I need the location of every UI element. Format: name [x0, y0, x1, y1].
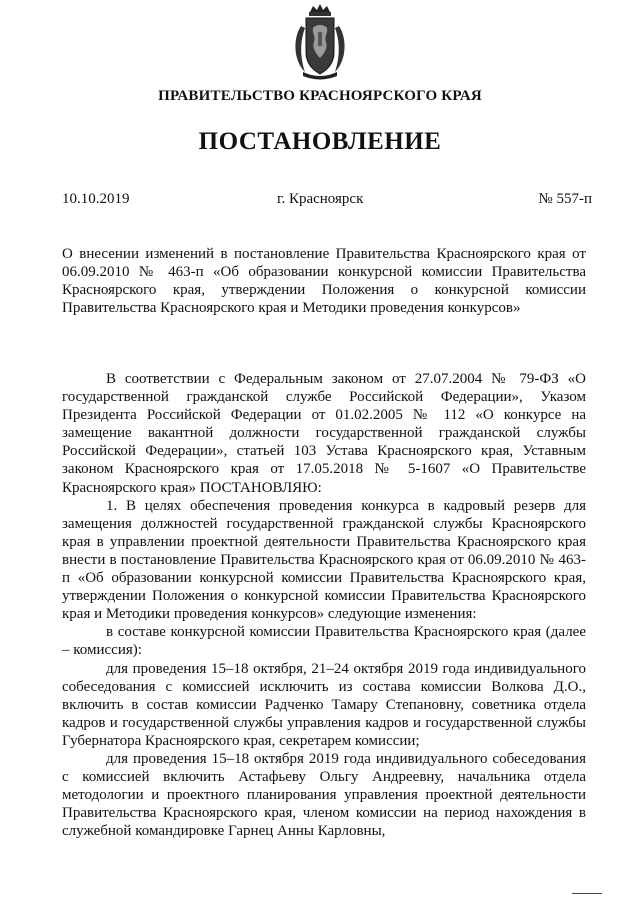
- document-body: [62, 370, 586, 840]
- document-type-title: ПОСТАНОВЛЕНИЕ: [198, 128, 442, 155]
- page-bottom-rule: [572, 893, 602, 894]
- krasnoyarsk-coat-of-arms-icon: [291, 4, 349, 80]
- document-city: г. Красноярск: [277, 191, 364, 207]
- body-paragraph: для проведения 15–18 октября 2019 года индивидуального собеседования с комиссией включить Астафьеву Ольгу Андреевну, начальника отдела методологии и проектного планирования управления проектной деятельности Правительства Красноярского края, членом комиссии на период нахождения в служебной командировке Гарнец Анны Карловны,: [62, 750, 586, 840]
- government-name: ПРАВИТЕЛЬСТВО КРАСНОЯРСКОГО КРАЯ: [158, 88, 482, 104]
- document-number: № 557-п: [538, 191, 592, 207]
- body-paragraph: в составе конкурсной комиссии Правительства Красноярского края (далее – комиссия):: [62, 624, 586, 659]
- body-paragraph: для проведения 15–18 октября, 21–24 октября 2019 года индивидуального собеседования с комиссией исключить из состава комиссии Волкова Д.О., включить в состав комиссии Радченко Тамару Степановну, советника отдела кадров и государственной службы управления кадров и государственной службы Губернатора Красноярского края, секретарем комиссии;: [62, 660, 586, 749]
- body-paragraph: В соответствии с Федеральным законом от 27.07.2004 № 79-ФЗ «О государственной гражданской службе Российской Федерации», Указом Президента Российской Федерации от 01.02.2005 № 112 «О конкурсе на замещение вакантной должности государственной гражданской службы Российской Федерации», статьей 103 Устава Красноярского края, Уставным законом Красноярского края от 17.05.2018 № 5-1607 «О Правительстве Красноярского края» ПОСТАНОВЛЯЮ:: [62, 371, 586, 496]
- document-subject: О внесении изменений в постановление Правительства Красноярского края от 06.09.2010 № 463-п «Об образовании конкурсной комиссии Правительства Красноярского края, утверждении Положения о конкурсной комиссии Правительства Красноярского края и Методики проведения конкурсов»: [62, 246, 586, 316]
- document-meta: [62, 191, 592, 211]
- document-date: 10.10.2019: [62, 191, 130, 207]
- body-paragraph: 1. В целях обеспечения проведения конкурса в кадровый резерв для замещения должностей государственной гражданской службы Красноярского края в управлении проектной деятельности Правительства Красноярского края внести в постановление Правительства Красноярского края от 06.09.2010 № 463-п «Об образовании конкурсной комиссии Правительства Красноярского края, утверждении Положения о конкурсной комиссии Правительства Красноярского края и Методики проведения конкурсов» следующие изменения:: [62, 497, 586, 623]
